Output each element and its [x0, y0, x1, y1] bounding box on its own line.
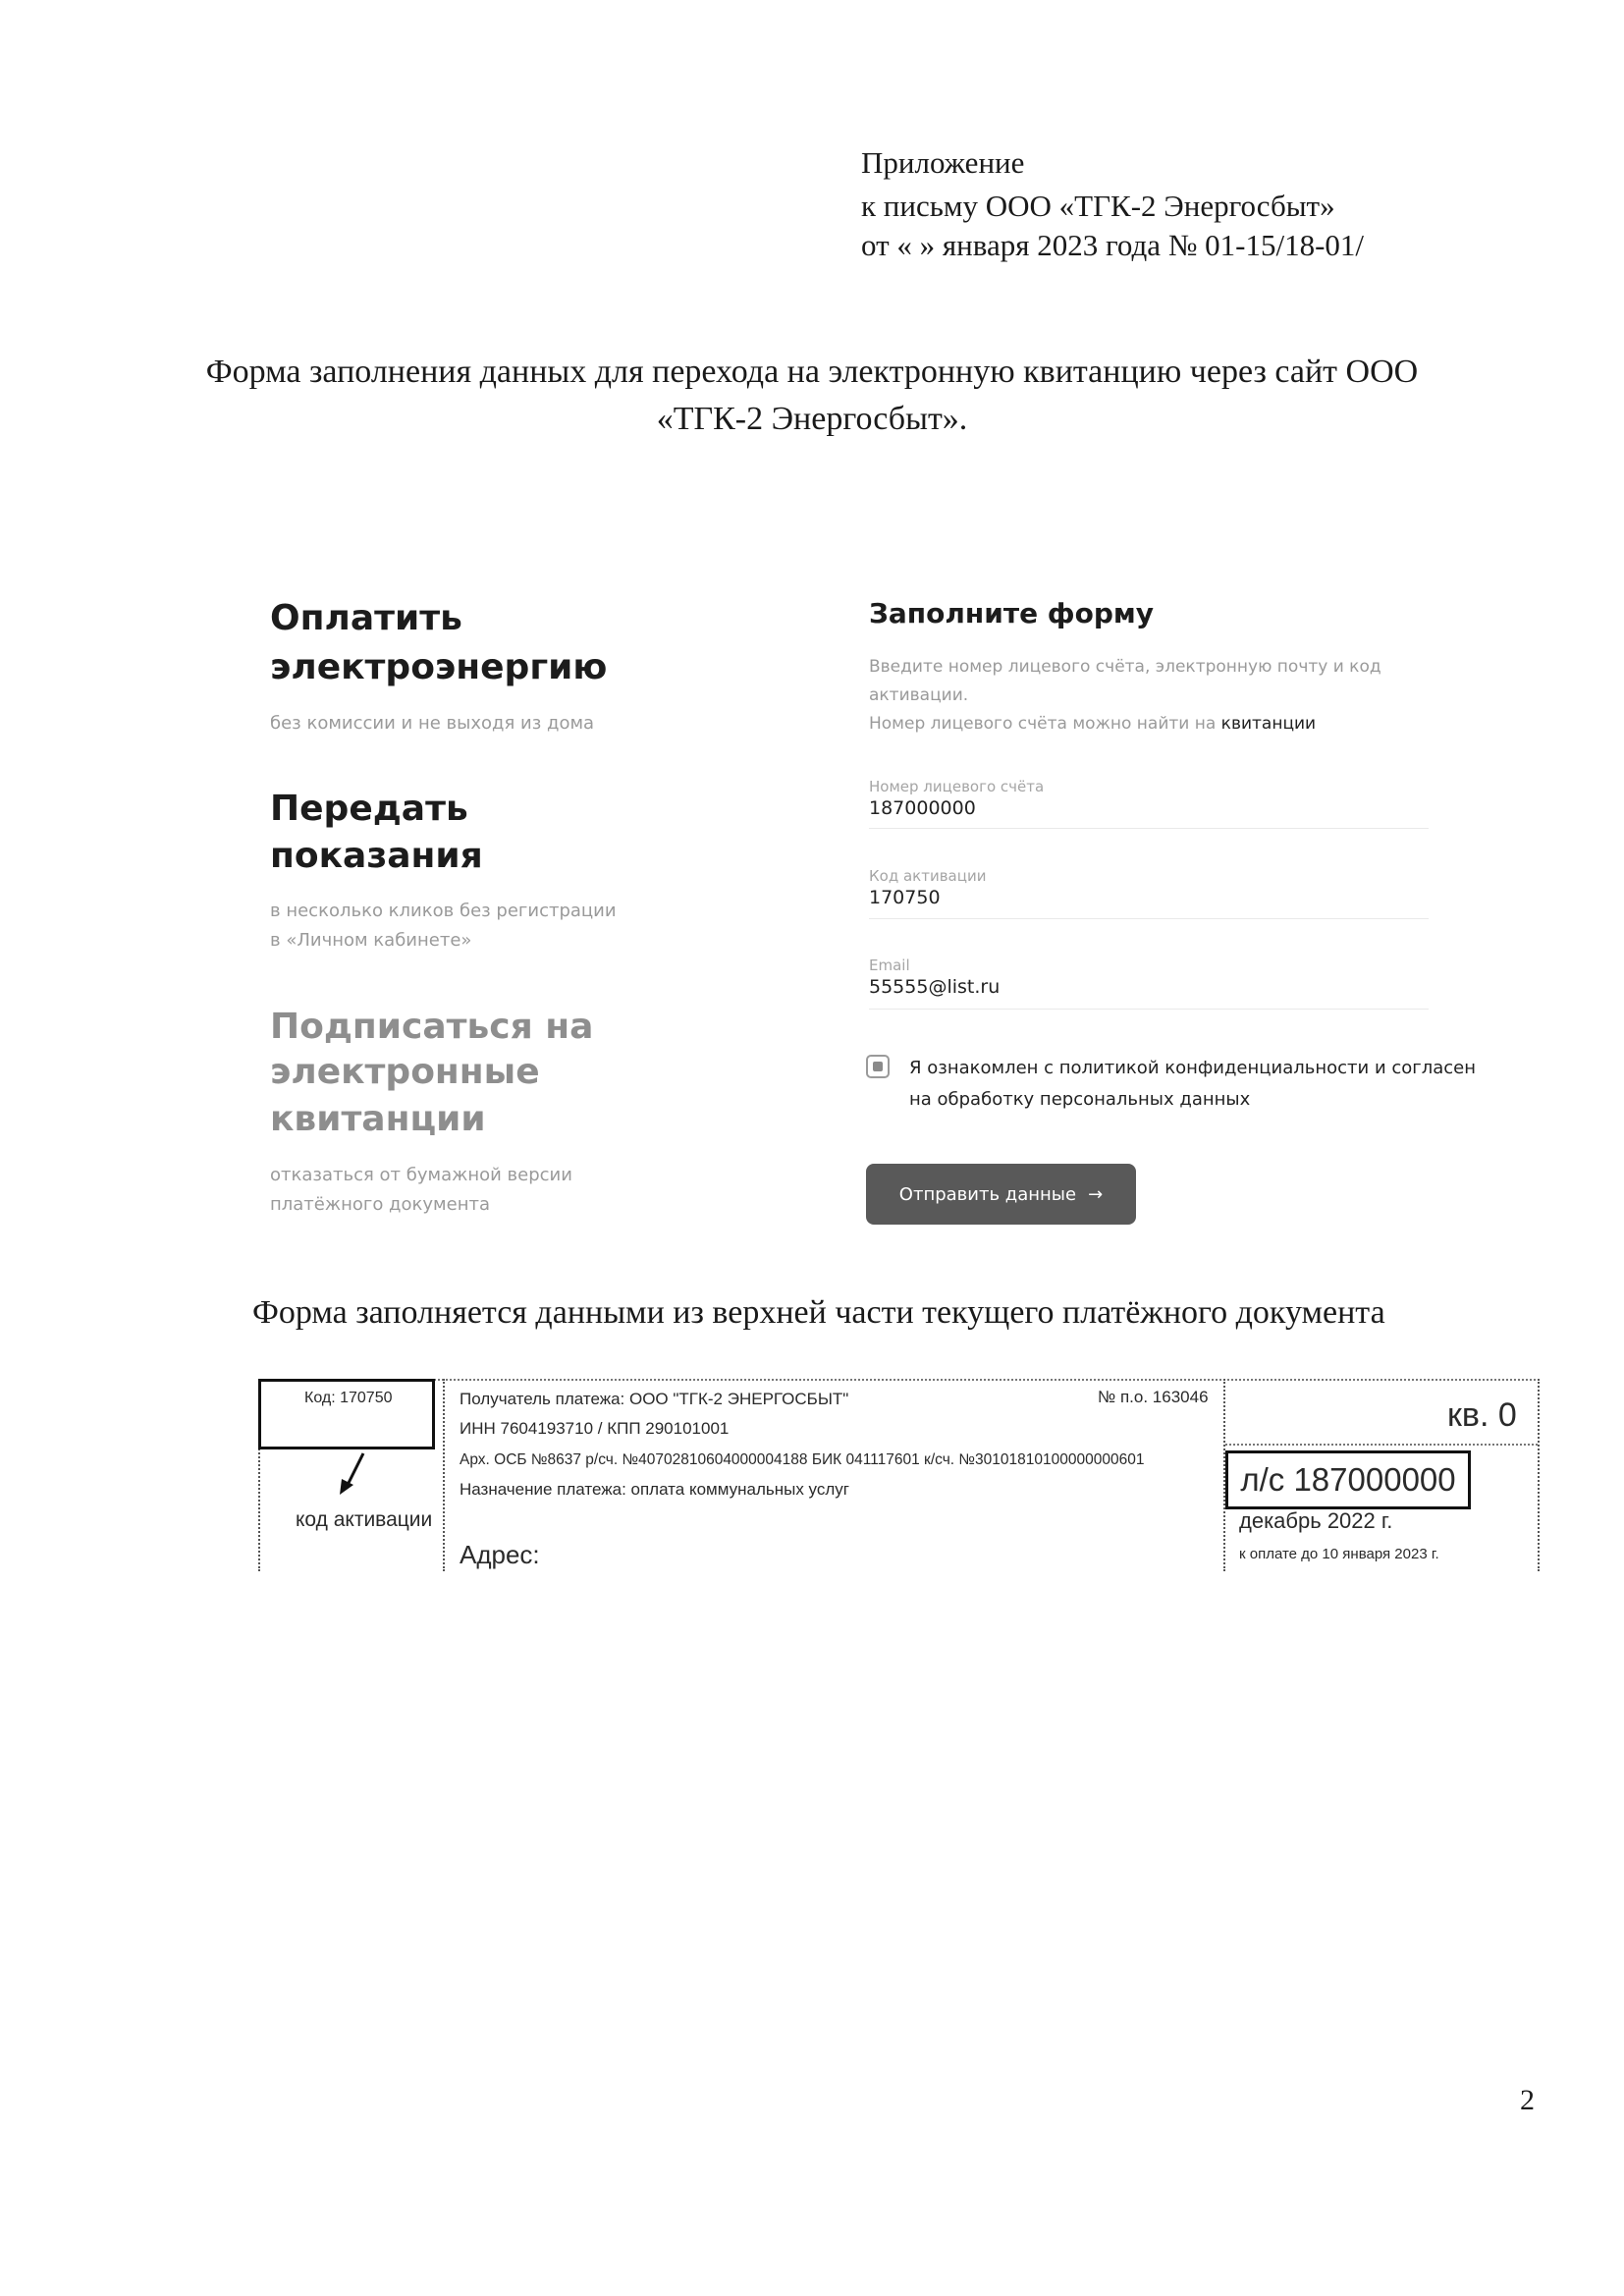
consent-text — [909, 1053, 1498, 1116]
consent-line-2: на обработку персональных данных — [909, 1089, 1251, 1110]
consent-line-1: Я ознакомлен с политикой конфиденциальности и согласен — [909, 1058, 1477, 1078]
letter-date-number: от « » января 2023 года № 01-15/18-01/ — [861, 228, 1365, 262]
form-title: Заполните форму — [869, 597, 1155, 629]
receipt-right-border — [1538, 1379, 1540, 1571]
receipt-recipient: Получатель платежа: ООО "ТГК-2 ЭНЕРГОСБЫТ" — [460, 1390, 849, 1408]
letter-reference: к письму ООО «ТГК-2 Энергосбыт» — [861, 189, 1335, 223]
pay-title-2[interactable]: электроэнергию — [270, 647, 608, 687]
receipt-top-border — [258, 1379, 1540, 1381]
account-underline — [869, 828, 1429, 829]
receipt-bank: Арх. ОСБ №8637 р/сч. №40702810604000004188 БИК 041117601 к/сч. №30101810100000000601 — [460, 1451, 1145, 1468]
form-description-2: активации. — [869, 685, 969, 705]
email-input[interactable]: 55555@list.ru — [869, 976, 1001, 998]
form-description-3 — [869, 710, 1419, 738]
meter-subtitle-2: в «Личном кабинете» — [270, 930, 472, 951]
receipt-purpose: Назначение платежа: оплата коммунальных услуг — [460, 1480, 849, 1499]
ereceipt-title-3[interactable]: квитанции — [270, 1099, 486, 1139]
meter-subtitle-1: в несколько кликов без регистрации — [270, 901, 617, 921]
receipt-apartment-line — [1225, 1444, 1538, 1446]
receipt-divider-1 — [443, 1379, 445, 1571]
code-underline — [869, 918, 1429, 919]
code-input[interactable]: 170750 — [869, 887, 941, 908]
code-label: Код активации — [869, 867, 987, 885]
account-input[interactable]: 187000000 — [869, 797, 976, 819]
ereceipt-subtitle-2: платёжного документа — [270, 1194, 490, 1215]
submit-label: Отправить данные — [898, 1183, 1077, 1205]
email-underline — [869, 1009, 1429, 1010]
account-highlight-box: л/с 187000000 — [1225, 1450, 1471, 1509]
document-title-line-2: «ТГК-2 Энергосбыт». — [656, 401, 968, 437]
ereceipt-title-2[interactable]: электронные — [270, 1052, 540, 1092]
document-title-line-1: Форма заполнения данных для перехода на электронную квитанцию через сайт ООО — [205, 354, 1419, 390]
ereceipt-subtitle-1: отказаться от бумажной версии — [270, 1165, 572, 1185]
meter-title-2[interactable]: показания — [270, 836, 483, 876]
receipt-due: к оплате до 10 января 2023 г. — [1239, 1546, 1439, 1562]
ereceipt-title-1[interactable]: Подписаться на — [270, 1007, 594, 1047]
arrow-right-icon: → — [1088, 1183, 1104, 1205]
receipt-period: декабрь 2022 г. — [1239, 1508, 1393, 1533]
arrow-down-icon — [334, 1449, 373, 1499]
receipt-caption: Форма заполняется данными из верхней части текущего платёжного документа — [252, 1294, 1385, 1331]
receipt-address: Адрес: — [460, 1540, 540, 1569]
code-caption: код активации — [296, 1508, 433, 1531]
form-description-3-text: Номер лицевого счёта можно найти на — [869, 714, 1221, 734]
pay-subtitle: без комиссии и не выходя из дома — [270, 713, 595, 734]
receipt-link[interactable]: квитанции — [1220, 714, 1317, 734]
receipt-doc-number: № п.о. 163046 — [1098, 1388, 1209, 1406]
meter-title-1[interactable]: Передать — [270, 789, 468, 829]
consent-checkbox[interactable] — [866, 1055, 890, 1078]
pay-title-1[interactable]: Оплатить — [270, 598, 462, 638]
email-label: Email — [869, 957, 910, 974]
account-label: Номер лицевого счёта — [869, 778, 1045, 795]
form-description-1: Введите номер лицевого счёта, электронную почту и код — [869, 657, 1381, 677]
receipt-inn: ИНН 7604193710 / КПП 290101001 — [460, 1419, 730, 1438]
appendix-label: Приложение — [861, 145, 1025, 180]
receipt-code: Код: 170750 — [304, 1390, 393, 1406]
submit-button[interactable] — [866, 1164, 1136, 1225]
receipt-apartment: кв. 0 — [1447, 1396, 1517, 1434]
page-number: 2 — [1520, 2084, 1535, 2116]
